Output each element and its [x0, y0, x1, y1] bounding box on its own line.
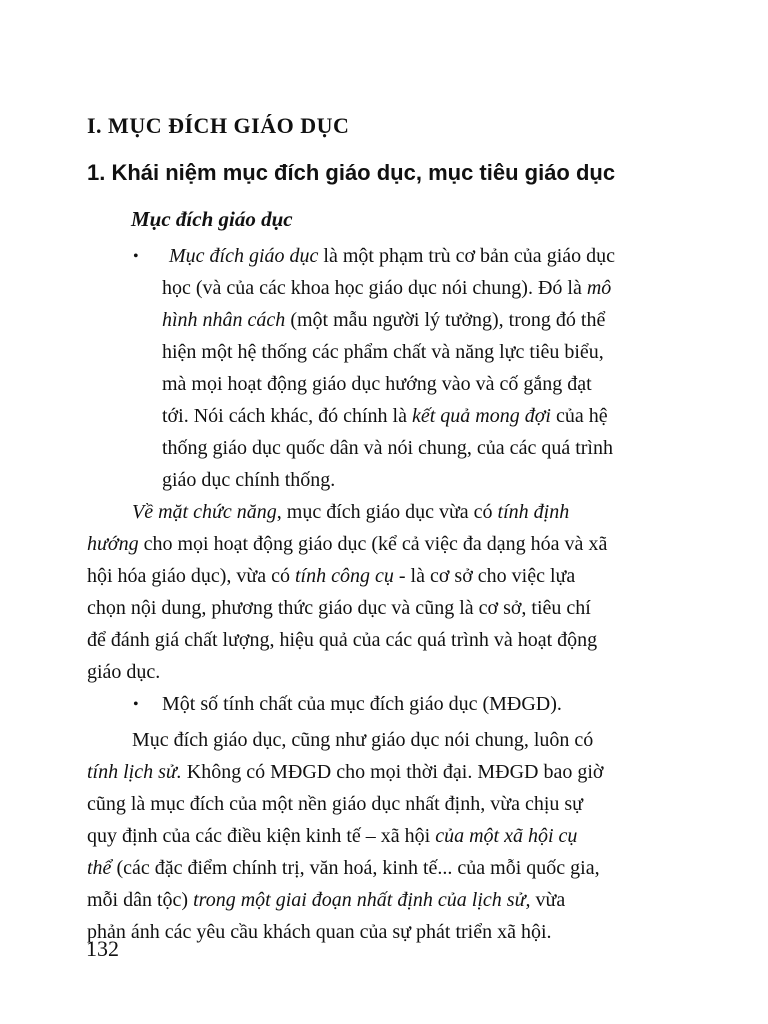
para2-text: - là cơ sở cho việc lựa [393, 565, 576, 587]
term-muc-dich-giao-duc: Mục đích giáo dục [169, 245, 319, 267]
para3-line-3: cũng là mục đích của một nền giáo dục nhất định, vừa chịu sự [87, 793, 583, 815]
para1-line-2 [162, 272, 611, 304]
para1-line-8: giáo dục chính thống. [162, 469, 336, 491]
para2-emphasis: tính định [497, 501, 570, 523]
para1-emphasis: mô [586, 277, 612, 299]
para1-line-3 [162, 304, 605, 336]
para2-text: cho mọi hoạt động giáo dục (kể cả việc đa dạng hóa và xã [138, 533, 608, 555]
page-number: 132 [86, 936, 119, 961]
para2-line-5: để đánh giá chất lượng, hiệu quả của các quá trình và hoạt động [87, 629, 598, 651]
para1-line-5: mà mọi hoạt động giáo dục hướng vào và cố gắng đạt [162, 373, 592, 395]
para3-text: (các đặc điểm chính trị, văn hoá, kinh tế... của mỗi quốc gia, [111, 857, 600, 879]
para3-text: mỗi dân tộc) [87, 889, 194, 911]
para2-line-4: chọn nội dung, phương thức giáo dục và cũng là cơ sở, tiêu chí [87, 597, 591, 619]
para3-emphasis: trong một giai đoạn nhất định của lịch sử, [193, 889, 531, 911]
para2-emphasis: tính công cụ [295, 565, 394, 587]
para3-line-6 [87, 884, 565, 916]
para3-text: quy định của các điều kiện kinh tế – xã hội [87, 825, 436, 847]
para1-emphasis: kết quả mong đợi [411, 405, 551, 427]
para3-line-7: phản ánh các yêu cầu khách quan của sự phát triển xã hội. [87, 921, 552, 943]
para2-line-3 [87, 560, 575, 592]
para2-emphasis: hướng [87, 533, 139, 555]
para3-line-5 [87, 852, 600, 884]
para3-line-2 [87, 756, 603, 788]
para2-emphasis: Về mặt chức năng [132, 501, 277, 523]
para1-text: của hệ [550, 405, 608, 427]
para1-text: học (và của các khoa học giáo dục nói chung). Đó là [162, 277, 587, 299]
para2-text: , mục đích giáo dục vừa có [276, 501, 498, 523]
bullet2-text: Một số tính chất của mục đích giáo dục (MĐGD). [162, 693, 562, 715]
subsection-heading: 1. Khái niệm mục đích giáo dục, mục tiêu giáo dục [87, 160, 616, 185]
para1-line-6 [162, 400, 608, 432]
para2-text: hội hóa giáo dục), vừa có [87, 565, 295, 587]
para3-line-1: Mục đích giáo dục, cũng như giáo dục nói chung, luôn có [132, 729, 594, 751]
section-heading: I. MỤC ĐÍCH GIÁO DỤC [87, 113, 350, 138]
para2-line-1 [132, 496, 569, 528]
para1-line-7: thống giáo dục quốc dân và nói chung, của các quá trình [162, 437, 613, 459]
italic-heading: Mục đích giáo dục [131, 207, 293, 231]
para1-text: là một phạm trù cơ bản của giáo dục [318, 245, 615, 267]
para2-line-6: giáo dục. [87, 661, 161, 683]
para1-line-1 [169, 240, 615, 272]
bullet-icon: • [133, 248, 139, 265]
para1-line-4: hiện một hệ thống các phẩm chất và năng lực tiêu biểu, [162, 341, 604, 363]
para3-emphasis: tính lịch sử. [87, 761, 182, 783]
para3-text: vừa [530, 889, 566, 911]
para3-text: Không có MĐGD cho mọi thời đại. MĐGD bao giờ [181, 761, 604, 783]
para1-text: tới. Nói cách khác, đó chính là [162, 405, 412, 427]
para3-line-4 [87, 820, 577, 852]
para1-emphasis: hình nhân cách [162, 309, 286, 331]
para2-line-2 [87, 528, 607, 560]
para1-text: (một mẫu người lý tưởng), trong đó thể [285, 309, 606, 331]
para3-emphasis: thể [87, 857, 112, 879]
para3-emphasis: của một xã hội cụ [435, 825, 578, 847]
bullet-icon: • [133, 696, 139, 713]
